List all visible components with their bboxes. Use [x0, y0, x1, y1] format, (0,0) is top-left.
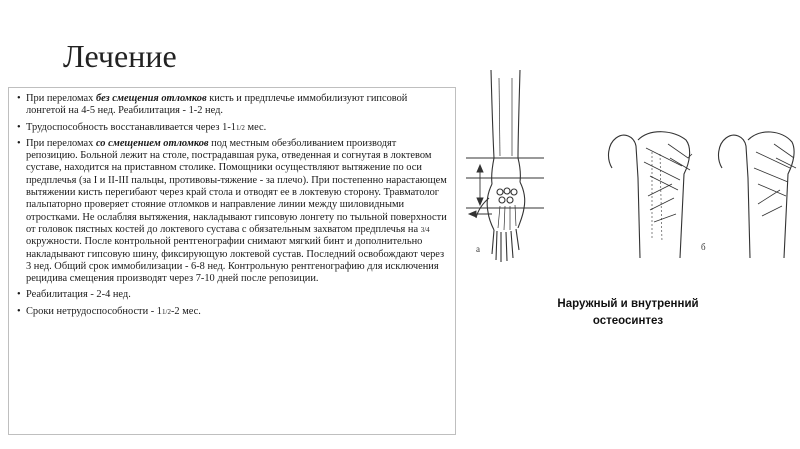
- bullet-text: окружности. После контрольной рентгенографии снимают мягкий бинт и дополнительно накладывают гипсовую шину, фиксирующую локтевой сустав. Последний освобождают через 3 нед. Общий срок иммобилизации - 6-8 нед. Контрольную рентгенографию для исключения рецидива смещения производят через 7-10 дней после репозиции.: [26, 236, 445, 285]
- bullet-text: Реабилитация - 2-4 нед.: [26, 289, 131, 301]
- bullet-rehabilitation: [18, 289, 447, 301]
- bullet-no-displacement: [18, 93, 447, 118]
- bullet-text: Сроки нетрудоспособности - 1: [26, 305, 163, 317]
- figure-label-a: а: [476, 244, 480, 254]
- bullet-text: кисть и предплечье иммобилизуют гипсовой лонгетой на 4-5 нед. Реабилитация - 1-2 нед.: [26, 93, 408, 117]
- figure-caption: Наружный и внутренний остеосинтез: [557, 298, 699, 327]
- emphasis-text: со смещением отломков: [95, 137, 209, 149]
- text-box: [8, 87, 456, 435]
- bullet-text: -2 мес.: [170, 305, 201, 317]
- emphasis-text: без смещения отломков: [95, 93, 207, 104]
- bullet-text: Трудоспособность восстанавливается через 1-1: [26, 121, 236, 133]
- fraction: 1/2: [235, 123, 245, 132]
- bullet-text: мес.: [244, 121, 267, 133]
- bullet-work-recovery: [18, 122, 447, 134]
- fraction: 3/4: [420, 225, 430, 234]
- bullet-text: При переломах: [26, 93, 96, 104]
- bullet-disability-period: [18, 306, 447, 318]
- bullet-text: под местным обезболиванием производят репозицию. Больной лежит на столе, пострадавшая рука, отведенная и согнутая в локтевом суставе, находится на приставном столике. Помощники осуществляют вытяжение по оси предплечья (за I и II-III пальцы, противовы-тяжение - за плечо). При постепенно нарастающем вытяжении кисть перегибают через край стола и отводят ее в локтевую сторону. Травматолог пальпаторно проверяет стояние отломков и направление линии между шиловидными отростками. Не ослабляя вытяжения, накладывают гипсовую лонгету по тыльной поверхности от головок пястных костей до локтевого сустава с обязательным захватом предплечья на: [26, 137, 447, 235]
- bullet-text: При переломах: [26, 137, 96, 149]
- slide-title: Лечение: [63, 38, 177, 74]
- fraction: 1/2: [162, 307, 171, 316]
- forearm-traction-illustration: [458, 68, 546, 266]
- bullet-with-displacement: [18, 138, 447, 286]
- osteosynthesis-illustration: [598, 118, 798, 266]
- figure-label-b: б: [701, 242, 706, 252]
